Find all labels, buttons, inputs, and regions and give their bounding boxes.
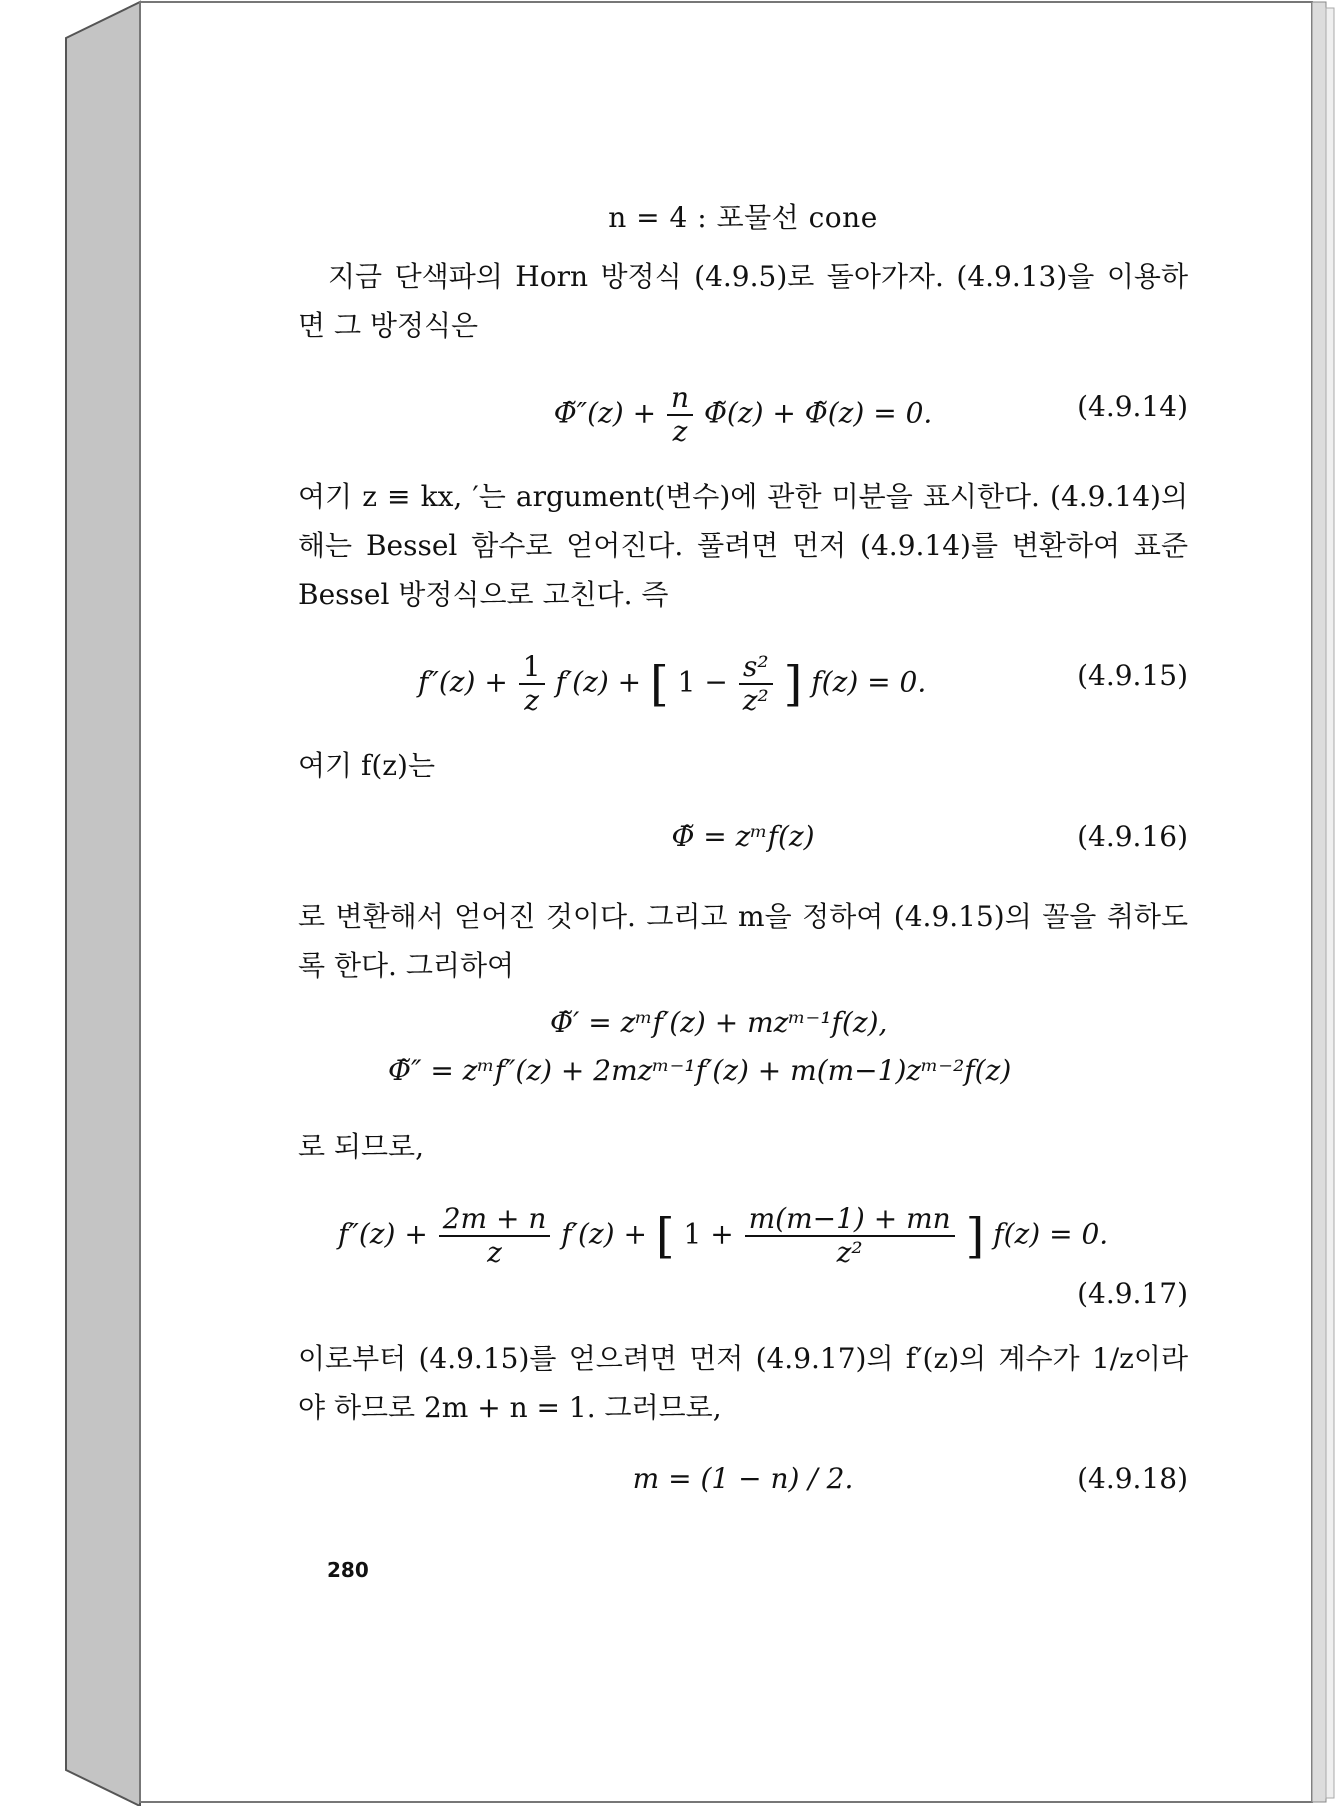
paragraph-where: 여기 f(z)는 — [298, 749, 436, 782]
eq-part: Φ̃″(z) + — [553, 396, 657, 430]
equation-number: (4.9.16) — [1077, 820, 1188, 853]
fraction — [745, 1203, 955, 1269]
left-bracket: [ — [650, 656, 669, 712]
equation-formula — [298, 382, 1188, 448]
fraction — [519, 651, 545, 717]
right-bracket: ] — [965, 1208, 985, 1264]
equation-formula — [298, 1203, 1188, 1269]
equation-formula — [298, 651, 1188, 717]
paragraph-therefore: 로 되므로, — [298, 1130, 424, 1163]
fraction — [739, 651, 773, 717]
equation-4-9-15 — [298, 641, 1188, 719]
fraction-denominator: z — [524, 684, 539, 717]
eq-part: f(z) = 0. — [993, 1217, 1109, 1251]
fraction — [439, 1203, 551, 1269]
equation-formula: Φ̃ = zᵐf(z) — [671, 820, 815, 853]
equation-number: (4.9.15) — [1077, 659, 1188, 692]
equation-4-9-14 — [298, 372, 1188, 450]
equation-4-9-18 — [298, 1454, 1188, 1512]
fraction-numerator: m(m−1) + mn — [745, 1203, 955, 1237]
fraction — [667, 382, 693, 448]
equation-number: (4.9.17) — [1077, 1277, 1188, 1310]
fraction-denominator: z² — [742, 684, 769, 717]
book-page — [140, 3, 1312, 1801]
paragraph-definition: 여기 z ≡ kx, ′는 argument(변수)에 관한 미분을 표시한다. (4.9.14)의 해는 Bessel 함수로 얻어진다. 풀려면 먼저 (4.9.14)를 변환하여 표준 Bessel 방정식으로 고친다. 즉 — [298, 480, 1188, 611]
equation-number: (4.9.14) — [1077, 390, 1188, 423]
left-bracket: [ — [655, 1208, 675, 1264]
equation-4-9-16 — [298, 812, 1188, 870]
paragraph-intro: 지금 단색파의 Horn 방정식 (4.9.5)로 돌아가자. (4.9.13)을 이용하면 그 방정식은 — [298, 260, 1188, 342]
equation-number: (4.9.18) — [1077, 1462, 1188, 1495]
eq-part: 1 + — [683, 1217, 734, 1251]
eq-part: f″(z) + — [418, 665, 508, 699]
eq-part: f′(z) + — [561, 1217, 647, 1251]
equation-derivatives — [298, 998, 1188, 1108]
equation-line-2: Φ̃″ = zᵐf″(z) + 2mzᵐ⁻¹f′(z) + m(m−1)zᵐ⁻²f(z) — [388, 1054, 1012, 1087]
fraction-numerator: s² — [739, 651, 773, 685]
eq-part: f″(z) + — [338, 1217, 428, 1251]
page-content — [298, 193, 1188, 1534]
section-heading: n = 4 : 포물선 cone — [608, 201, 878, 234]
eq-part: f′(z) + — [555, 665, 642, 699]
fraction-denominator: z² — [836, 1236, 863, 1269]
eq-part: f(z) = 0. — [811, 665, 927, 699]
right-bracket: ] — [783, 656, 803, 712]
fraction-denominator: z — [487, 1236, 502, 1269]
eq-part: Φ̃(z) + Φ̃(z) = 0. — [703, 396, 933, 430]
fraction-numerator: 2m + n — [439, 1203, 551, 1237]
eq-part: 1 − — [677, 665, 728, 699]
fraction-numerator: n — [667, 382, 693, 416]
fraction-numerator: 1 — [519, 651, 545, 685]
equation-line-1: Φ̃′ = zᵐf′(z) + mzᵐ⁻¹f(z), — [550, 1006, 888, 1039]
fraction-denominator: z — [672, 415, 688, 448]
equation-formula: m = (1 − n) / 2. — [632, 1462, 854, 1495]
paragraph-conclusion: 이로부터 (4.9.15)를 얻으려면 먼저 (4.9.17)의 f′(z)의 계수가 1/z이라야 하므로 2m + n = 1. 그러므로, — [298, 1342, 1188, 1424]
page-number: 280 — [327, 1558, 369, 1582]
equation-4-9-17 — [298, 1193, 1188, 1271]
paragraph-transform: 로 변환해서 얻어진 것이다. 그리고 m을 정하여 (4.9.15)의 꼴을 취하도록 한다. 그리하여 — [298, 900, 1188, 982]
